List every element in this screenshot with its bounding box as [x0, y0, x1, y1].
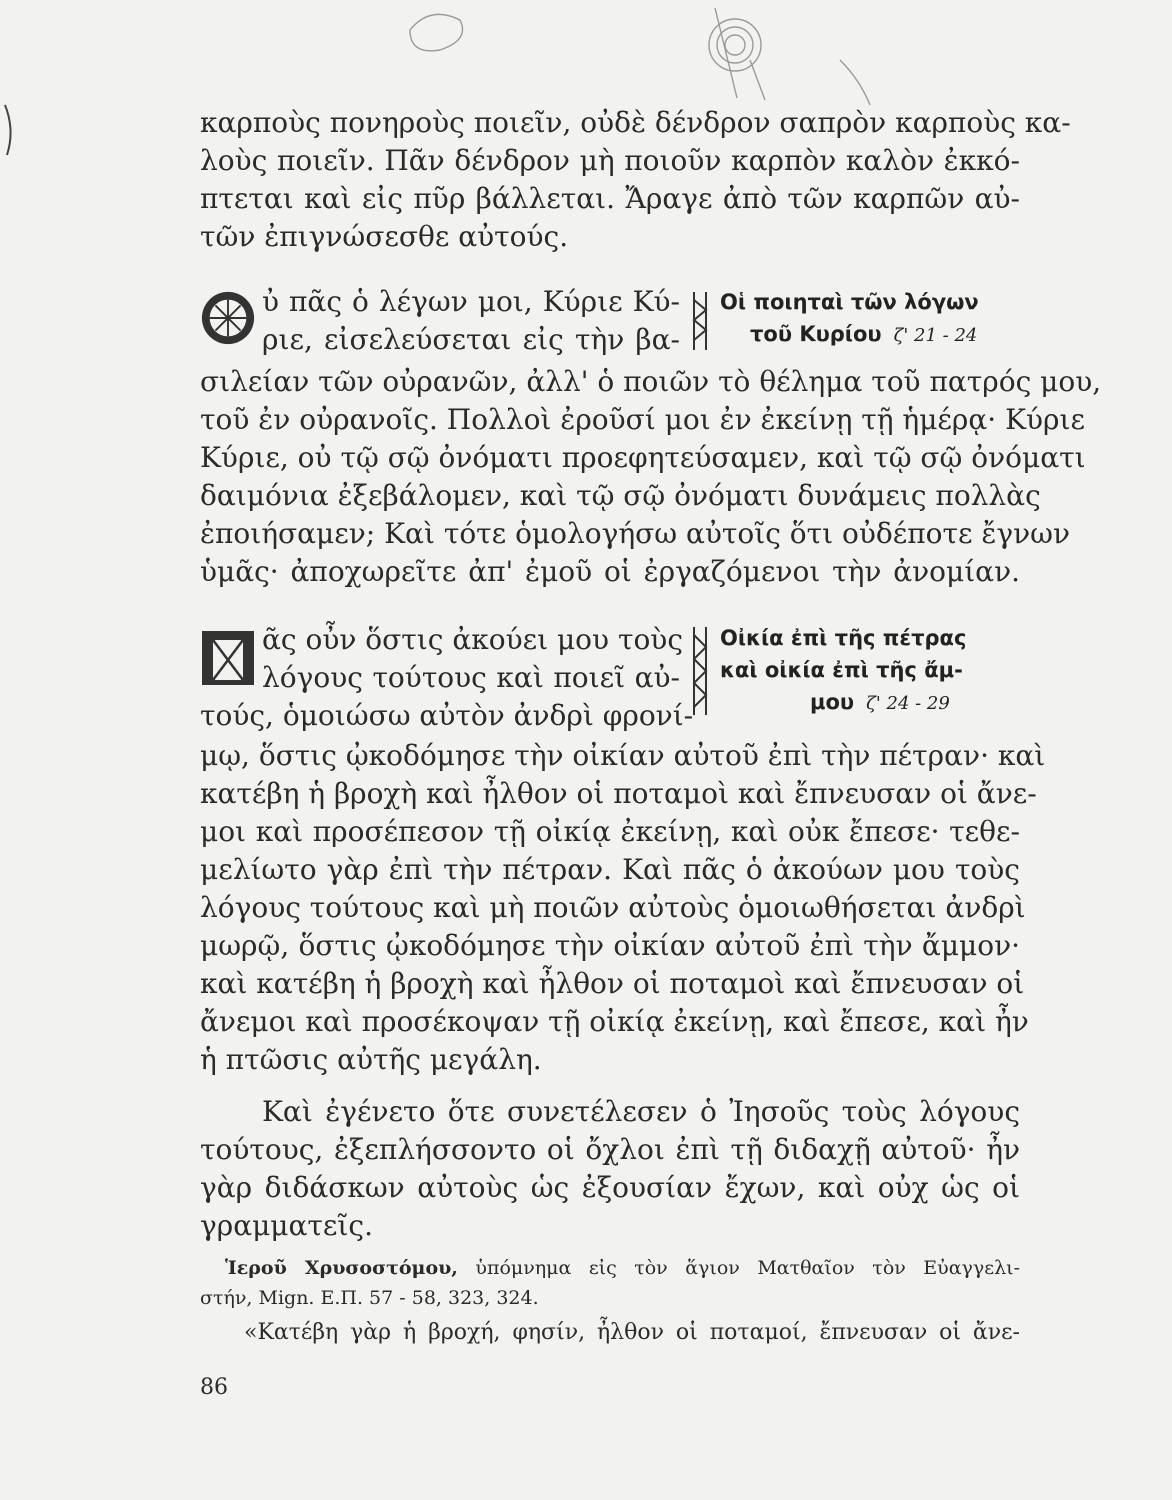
text-line: μοι καὶ προσέπεσον τῇ οἰκίᾳ ἐκείνῃ, καὶ οὐκ ἔπεσε· τεθε- — [200, 815, 1020, 848]
text-line: μωρῷ, ὅστις ᾠκοδόμησε τὴν οἰκίαν αὐτοῦ ἐπὶ τὴν ἄμμον· — [200, 929, 1020, 962]
text-line: τούτους, ἐξεπλήσσοντο οἱ ὄχλοι ἐπὶ τῇ διδαχῇ αὐτοῦ· ἦν — [200, 1133, 1020, 1166]
text-line: καὶ κατέβη ἡ βροχὴ καὶ ἦλθον οἱ ποταμοὶ καὶ ἔπνευσαν οἱ — [200, 967, 1025, 1000]
footnote-quote: «Κατέβη γὰρ ἡ βροχή, φησίν, ἦλθον οἱ ποταμοί, ἔπνευσαν οἱ ἄνε- — [244, 1320, 1020, 1345]
side-note-reference: ζ' 21 - 24 — [893, 325, 978, 346]
side-note-title-2: καὶ οἰκία ἐπὶ τῆς ἄμ- — [720, 658, 963, 682]
footnote-text: ὑπόμνημα εἰς τὸν ἅγιον Ματθαῖον τὸν Εὐαγγελι- — [475, 1257, 1020, 1279]
side-note-title: Οἰκία ἐπὶ τῆς πέτρας — [720, 626, 967, 650]
text-line: μῳ, ὅστις ᾠκοδόμησε τὴν οἰκίαν αὐτοῦ ἐπὶ τὴν πέτραν· καὶ — [200, 739, 1046, 772]
text-line: λόγους τούτους καὶ ποιεῖ αὐ- — [262, 661, 680, 694]
text-line: δαιμόνια ἐξεβάλομεν, καὶ τῷ σῷ ὀνόματι δυνάμεις πολλὰς — [200, 479, 1041, 512]
text-line: ὐ πᾶς ὁ λέγων μοι, Κύριε Κύ- — [262, 285, 680, 318]
text-line: λόγους τούτους καὶ μὴ ποιῶν αὐτοὺς ὁμοιωθήσεται ἀνδρὶ — [200, 891, 1026, 924]
text-line: ἡ πτῶσις αὐτῆς μεγάλη. — [200, 1043, 542, 1076]
footnote-line — [225, 1254, 1020, 1282]
margin-mark-icon — [0, 100, 30, 160]
text-line: τῶν ἐπιγνώσεσθε αὐτούς. — [200, 220, 569, 253]
drop-cap-pi — [200, 630, 256, 686]
footnote-author: Ἱεροῦ Χρυσοστόμου, — [225, 1257, 458, 1279]
text-line: ᾶς οὖν ὅστις ἀκούει μου τοὺς — [262, 623, 684, 656]
page-number: 86 — [200, 1375, 228, 1400]
text-line: γὰρ διδάσκων αὐτοὺς ὡς ἐξουσίαν ἔχων, καὶ οὐχ ὡς οἱ — [200, 1171, 1020, 1204]
side-note-title: Οἱ ποιηταὶ τῶν λόγων — [720, 290, 979, 314]
text-line: σιλείαν τῶν οὐρανῶν, ἀλλ' ὁ ποιῶν τὸ θέλημα τοῦ πατρός μου, — [200, 365, 1102, 398]
side-note-doers — [720, 286, 1030, 352]
text-line: ἄνεμοι καὶ προσέκοψαν τῇ οἰκίᾳ ἐκείνῃ, καὶ ἔπεσε, καὶ ἦν — [200, 1005, 1029, 1038]
side-bracket-icon — [690, 290, 710, 352]
footnote-line: στήν, Mign. Ε.Π. 57 - 58, 323, 324. — [200, 1287, 539, 1309]
text-line: μελίωτο γὰρ ἐπὶ τὴν πέτραν. Καὶ πᾶς ὁ ἀκούων μου τοὺς — [200, 853, 1020, 886]
drop-cap-omicron — [200, 290, 256, 346]
text-line: ριε, εἰσελεύσεται εἰς τὴν βα- — [262, 323, 680, 356]
pencil-doodle-icon — [380, 0, 900, 110]
text-line: κατέβη ἡ βροχὴ καὶ ἦλθον οἱ ποταμοὶ καὶ ἔπνευσαν οἱ ἄνε- — [200, 777, 1037, 810]
side-note-house — [720, 622, 1030, 720]
text-line: λοὺς ποιεῖν. Πᾶν δένδρον μὴ ποιοῦν καρπὸν καλὸν ἐκκό- — [200, 144, 1020, 177]
text-line: γραμματεῖς. — [200, 1209, 373, 1242]
side-note-title-2: τοῦ Κυρίου ζ' 21 - 24 — [750, 322, 978, 346]
text-line: ἐποιήσαμεν; Καὶ τότε ὁμολογήσω αὐτοῖς ὅτι οὐδέποτε ἔγνων — [200, 517, 1071, 550]
text-line: ὑμᾶς· ἀποχωρεῖτε ἀπ' ἐμοῦ οἱ ἐργαζόμενοι τὴν ἀνομίαν. — [200, 555, 1020, 588]
text-line: πτεται καὶ εἰς πῦρ βάλλεται. Ἄραγε ἀπὸ τῶν καρπῶν αὐ- — [200, 182, 1020, 215]
text-line: Κύριε, οὐ τῷ σῷ ὀνόματι προεφητεύσαμεν, καὶ τῷ σῷ ὀνόματι — [200, 441, 1086, 474]
text-line: τούς, ὁμοιώσω αὐτὸν ἀνδρὶ φρονί- — [200, 699, 694, 732]
side-bracket-icon — [690, 625, 710, 717]
text-line: Καὶ ἐγένετο ὅτε συνετέλεσεν ὁ Ἰησοῦς τοὺς λόγους — [262, 1095, 1020, 1128]
side-note-reference: ζ' 24 - 29 — [866, 693, 950, 714]
side-note-title-3: μου ζ' 24 - 29 — [810, 690, 950, 714]
text-line: τοῦ ἐν οὐρανοῖς. Πολλοὶ ἐροῦσί μοι ἐν ἐκείνῃ τῇ ἡμέρᾳ· Κύριε — [200, 403, 1085, 436]
text-line: καρποὺς πονηροὺς ποιεῖν, οὐδὲ δένδρον σαπρὸν καρποὺς κα- — [200, 106, 1071, 139]
